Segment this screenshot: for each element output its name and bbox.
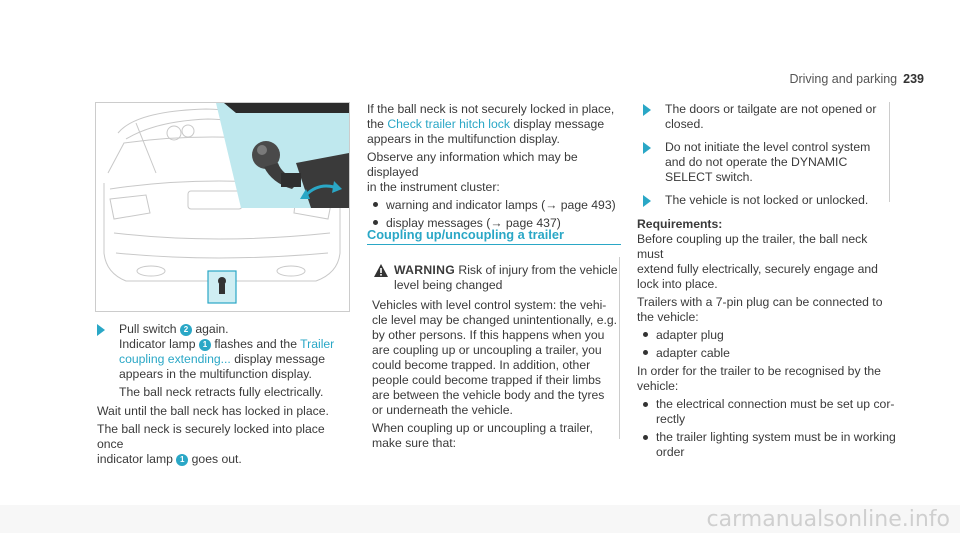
warning-body-line: by other persons. If this happens when you <box>372 328 605 342</box>
bullet-icon <box>373 202 378 207</box>
requirements-section <box>637 217 897 460</box>
list-item: the trailer lighting system must be in working order <box>637 430 897 460</box>
warning-body-line: could become trapped. In addition, other <box>372 358 591 372</box>
warning-body <box>367 298 619 451</box>
section-title: Driving and parking <box>789 72 898 86</box>
step1-line1: Pull switch 2 again. <box>119 322 229 336</box>
requirements-title: Requirements: <box>637 217 723 231</box>
warning-line1: WARNING Risk of injury from the vehicle <box>394 263 618 277</box>
car-rear-drawing <box>96 103 349 311</box>
check-trailer-hitch-link[interactable]: Check trailer hitch lock <box>387 117 510 131</box>
step1-line2: Indicator lamp 1 flashes and the Trailer <box>119 337 335 351</box>
check-item: The vehicle is not locked or unlocked. <box>637 193 889 208</box>
callout-1-icon: 1 <box>199 339 211 351</box>
trailers-line: Trailers with a 7-pin plug can be connected to <box>637 295 883 309</box>
warning-box <box>367 257 620 450</box>
warning-line2: level being changed <box>394 278 503 292</box>
warning-body-line: cle level may be changed unintentionally, e.g. <box>372 313 618 327</box>
trailers-line: the vehicle: <box>637 310 699 324</box>
col2-p2-line1: Observe any information which may be displayed <box>367 150 578 179</box>
checks-box <box>637 102 890 207</box>
list-item: warning and indicator lamps (→ page 493) <box>367 198 622 213</box>
page-number: 239 <box>903 72 924 86</box>
page-header <box>789 72 924 86</box>
warning-body-line: people could become trapped if their limbs <box>372 373 601 387</box>
wait-paragraph: Wait until the ball neck has locked in place. <box>97 404 329 418</box>
warning-header <box>367 257 619 293</box>
step-arrow-icon <box>643 104 651 116</box>
column-2 <box>367 102 622 231</box>
warning-triangle-icon <box>374 264 388 277</box>
check-item: Do not initiate the level control system and do not operate the DYNAMIC SELECT switch. <box>637 140 889 185</box>
bullet-icon <box>643 332 648 337</box>
warning-body-line: When coupling up or uncoupling a trailer, <box>372 421 593 435</box>
hitch-detail-box <box>208 271 236 303</box>
req-line: Before coupling up the trailer, the ball neck must <box>637 232 868 261</box>
warning-title: WARNING <box>394 263 456 277</box>
step-pull-switch <box>97 322 347 400</box>
trailer-hitch-illustration <box>95 102 350 312</box>
warning-body-line: or underneath the vehicle. <box>372 403 513 417</box>
list-item: adapter cable <box>637 346 897 361</box>
section-rule <box>367 244 621 245</box>
step-arrow-icon <box>643 142 651 154</box>
column-1 <box>97 322 347 467</box>
warning-body-line: Vehicles with level control system: the vehi- <box>372 298 607 312</box>
coupling-extending-link[interactable]: coupling extending... <box>119 352 231 366</box>
list-item: display messages (→ page 437) <box>367 216 622 231</box>
section-heading: Coupling up/uncoupling a trailer <box>367 227 564 242</box>
footer-watermark-bar <box>0 505 960 533</box>
locked-line1: The ball neck is securely locked into place once <box>97 422 325 451</box>
callout-1-icon: 1 <box>176 454 188 466</box>
trailer-message-link[interactable]: Trailer <box>300 337 335 351</box>
bullet-icon <box>643 402 648 407</box>
step1-line4: The ball neck retracts fully electrically. <box>119 385 324 399</box>
req-line: lock into place. <box>637 277 718 291</box>
list-item: the electrical connection must be set up cor- rectly <box>637 397 897 427</box>
check-item: The doors or tailgate are not opened or closed. <box>637 102 889 132</box>
bullet-icon <box>643 435 648 440</box>
col2-p1-line1: If the ball neck is not securely locked in place, <box>367 102 615 116</box>
col2-p2-line2: in the instrument cluster: <box>367 180 500 194</box>
step-arrow-icon <box>97 324 105 336</box>
step1-line2b: coupling extending... display message <box>119 352 325 366</box>
locked-line2: indicator lamp 1 goes out. <box>97 452 242 466</box>
warning-body-line: are between the vehicle body and the tyres <box>372 388 605 402</box>
warning-body-line: are coupling up or uncoupling a trailer, you <box>372 343 602 357</box>
callout-2-icon: 2 <box>180 324 192 336</box>
warning-body-line: make sure that: <box>372 436 456 450</box>
col2-p1-line2: the Check trailer hitch lock display message <box>367 117 605 131</box>
bullet-icon <box>373 220 378 225</box>
step1-line3: appears in the multifunction display. <box>119 367 312 381</box>
step-arrow-icon <box>643 195 651 207</box>
bullet-icon <box>643 350 648 355</box>
col2-p1-line3: appears in the multifunction display. <box>367 132 560 146</box>
order-line: In order for the trailer to be recognised by the <box>637 364 881 378</box>
req-line: extend fully electrically, securely engage and <box>637 262 878 276</box>
ball-neck-inset <box>216 103 349 208</box>
order-line: vehicle: <box>637 379 679 393</box>
list-item: adapter plug <box>637 328 897 343</box>
watermark-text: carmanualsonline.info <box>706 507 950 532</box>
